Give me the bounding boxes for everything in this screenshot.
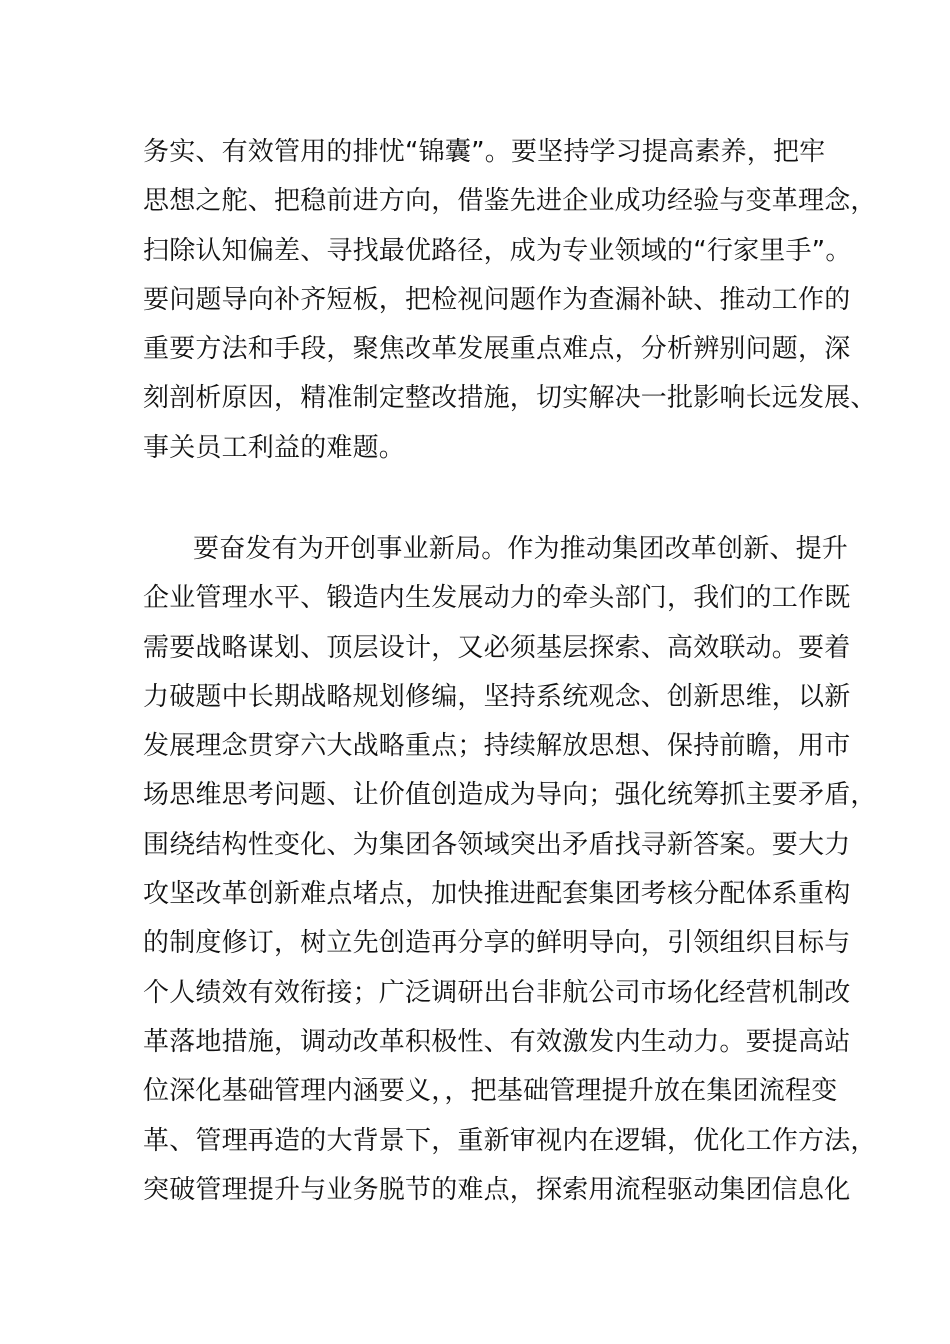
text-line: 突破管理提升与业务脱节的难点，探索用流程驱动集团信息化: [143, 1174, 851, 1205]
text-line: 革落地措施，调动改革积极性、有效激发内生动力。要提高站: [143, 1026, 851, 1057]
text-line: 围绕结构性变化、为集团各领域突出矛盾找寻新答案。要大力: [143, 829, 851, 860]
text-line: 个人绩效有效衔接；广泛调研出台非航公司市场化经营机制改: [143, 977, 851, 1008]
text-line: 事关员工利益的难题。: [143, 432, 406, 463]
text-line: 发展理念贯穿六大战略重点；持续解放思想、保持前瞻，用市: [143, 731, 851, 762]
text-line: 务实、有效管用的排忧“锦囊”。要坚持学习提高素养，把牢: [143, 137, 826, 167]
text-line: 要问题导向补齐短板，把检视问题作为查漏补缺、推动工作的: [143, 284, 851, 315]
text-line: 场思维思考问题、让价值创造成为导向；强化统筹抓主要矛盾，: [143, 780, 877, 811]
paragraph-1: [143, 128, 877, 473]
text-line: 需要战略谋划、顶层设计，又必须基层探索、高效联动。要着: [143, 632, 851, 663]
text-line: 的制度修订，树立先创造再分享的鲜明导向，引领组织目标与: [143, 928, 851, 959]
text-line: 攻坚改革创新难点堵点，加快推进配套集团考核分配体系重构: [143, 879, 851, 910]
text-line: 要奋发有为开创事业新局。作为推动集团改革创新、提升: [193, 534, 849, 564]
text-line: 革、管理再造的大背景下，重新审视内在逻辑，优化工作方法，: [143, 1125, 877, 1156]
text-line: 刻剖析原因，精准制定整改措施，切实解决一批影响长远发展、: [143, 383, 877, 414]
paragraph-2: [143, 525, 877, 1215]
text-line: 重要方法和手段，聚焦改革发展重点难点，分析辨别问题，深: [143, 334, 851, 365]
text-line: 思想之舵、把稳前进方向，借鉴先进企业成功经验与变革理念，: [143, 186, 877, 217]
text-line: 力破题中长期战略规划修编，坚持系统观念、创新思维，以新: [143, 681, 851, 712]
text-line: 位深化基础管理内涵要义，，把基础管理提升放在集团流程变: [143, 1076, 838, 1107]
text-line: 企业管理水平、锻造内生发展动力的牵头部门，我们的工作既: [143, 583, 851, 614]
text-line: 扫除认知偏差、寻找最优路径，成为专业领域的“行家里手”。: [143, 235, 852, 266]
